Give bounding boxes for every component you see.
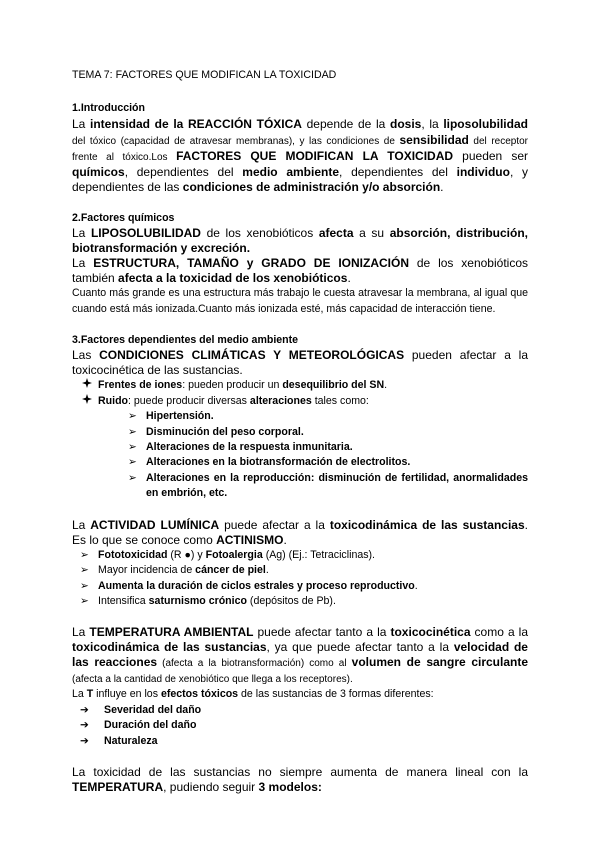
paragraph: La T influye en los efectos tóxicos de las sustancias de 3 formas diferentes: <box>72 688 434 701</box>
paragraph: La TEMPERATURA AMBIENTAL puede afectar tanto a la toxicocinética como a la toxicodinámica de las sustancias, ya que puede afectar tanto a la velocidad de las reacciones (afecta a la biotransformación) como al volumen de sangre circulante (afecta a la cantidad de xenobiótico que llega a los receptores). <box>72 625 529 686</box>
list-item: ➢ Hipertensión. <box>72 409 528 424</box>
document-title: TEMA 7: FACTORES QUE MODIFICAN LA TOXICIDAD <box>72 69 337 81</box>
arrowhead-bullet-icon: ➢ <box>128 410 137 423</box>
arrowhead-bullet-icon: ➢ <box>128 456 137 469</box>
right-arrow-icon: ➔ <box>80 703 89 716</box>
list-item: ➢ Aumenta la duración de ciclos estrales y proceso reproductivo. <box>72 579 528 594</box>
arrow-list <box>72 703 528 749</box>
section-heading: 2.Factores químicos <box>72 211 175 224</box>
arrowhead-bullet-icon: ➢ <box>128 471 137 484</box>
arrowhead-bullet-icon: ➢ <box>80 579 89 592</box>
list-item: ➔ Naturaleza <box>72 734 528 749</box>
list-item: ➔ Duración del daño <box>72 718 528 733</box>
arrowhead-bullet-icon: ➢ <box>128 425 137 438</box>
list-item: ➢ Intensifica saturnismo crónico (depósitos de Pb). <box>72 594 528 609</box>
arrowhead-bullet-icon: ➢ <box>80 564 89 577</box>
right-arrow-icon: ➔ <box>80 734 89 747</box>
diamond-bullet-icon <box>82 394 92 409</box>
list-item: ➢ Fototoxicidad (R ●) y Fotoalergia (Ag) (Ej.: Tetraciclinas). <box>72 548 528 563</box>
arrow-list <box>72 548 528 610</box>
bullet-list <box>72 378 528 409</box>
list-item: ➢ Alteraciones en la biotransformación de electrolitos. <box>72 455 528 470</box>
diamond-bullet-icon <box>82 378 92 393</box>
list-item: Ruido: puede producir diversas alteraciones tales como: <box>72 394 528 409</box>
arrowhead-bullet-icon: ➢ <box>128 441 137 454</box>
right-arrow-icon: ➔ <box>80 719 89 732</box>
section-medio-ambiente <box>72 333 528 795</box>
paragraph: La ESTRUCTURA, TAMAÑO y GRADO DE IONIZACIÓN de los xenobióticos también afecta a la toxicidad de los xenobióticos. <box>72 256 528 286</box>
sub-bullet-list <box>72 409 528 501</box>
list-item: ➢ Mayor incidencia de cáncer de piel. <box>72 563 528 578</box>
list-item: Frentes de iones: pueden producir un desequilibrio del SN. <box>72 378 528 393</box>
arrowhead-bullet-icon: ➢ <box>80 594 89 607</box>
section-introduccion <box>72 101 528 194</box>
paragraph: La LIPOSOLUBILIDAD de los xenobióticos afecta a su absorción, distribución, biotransformación y excreción. <box>72 226 529 256</box>
paragraph: Cuanto más grande es una estructura más trabajo le cuesta atravesar la membrana, al igual que cuando está más ionizada.Cuanto más ionizada esté, más capacidad de interacción tiene. <box>72 287 528 315</box>
list-item: ➔ Severidad del daño <box>72 703 528 718</box>
paragraph: La intensidad de la REACCIÓN TÓXICA depende de la dosis, la liposolubilidad del tóxico (capacidad de atravesar membranas), y las condiciones de sensibilidad del receptor frente al tóxico.Los FACTORES QUE MODIFICAN LA TOXICIDAD pueden ser químicos, dependientes del medio ambiente, dependientes del individuo, y dependientes de las condiciones de administración y/o absorción. <box>72 116 529 194</box>
document-page <box>72 68 528 795</box>
section-factores-quimicos <box>72 211 528 317</box>
section-heading: 1.Introducción <box>72 102 145 115</box>
list-item: ➢ Alteraciones en la reproducción: disminución de fertilidad, anormalidades en embrión, etc. <box>128 471 528 500</box>
paragraph: La ACTIVIDAD LUMÍNICA puede afectar a la toxicodinámica de las sustancias. Es lo que se conoce como ACTINISMO. <box>72 517 528 547</box>
list-item: ➢ Disminución del peso corporal. <box>72 425 528 440</box>
paragraph: Las CONDICIONES CLIMÁTICAS Y METEOROLÓGICAS pueden afectar a la toxicocinética de las sustancias. <box>72 348 528 378</box>
section-heading: 3.Factores dependientes del medio ambiente <box>72 334 299 347</box>
paragraph: La toxicidad de las sustancias no siempre aumenta de manera lineal con la TEMPERATURA, pudiendo seguir 3 modelos: <box>72 764 528 794</box>
arrowhead-bullet-icon: ➢ <box>80 548 89 561</box>
list-item: ➢ Alteraciones de la respuesta inmunitaria. <box>72 440 528 455</box>
